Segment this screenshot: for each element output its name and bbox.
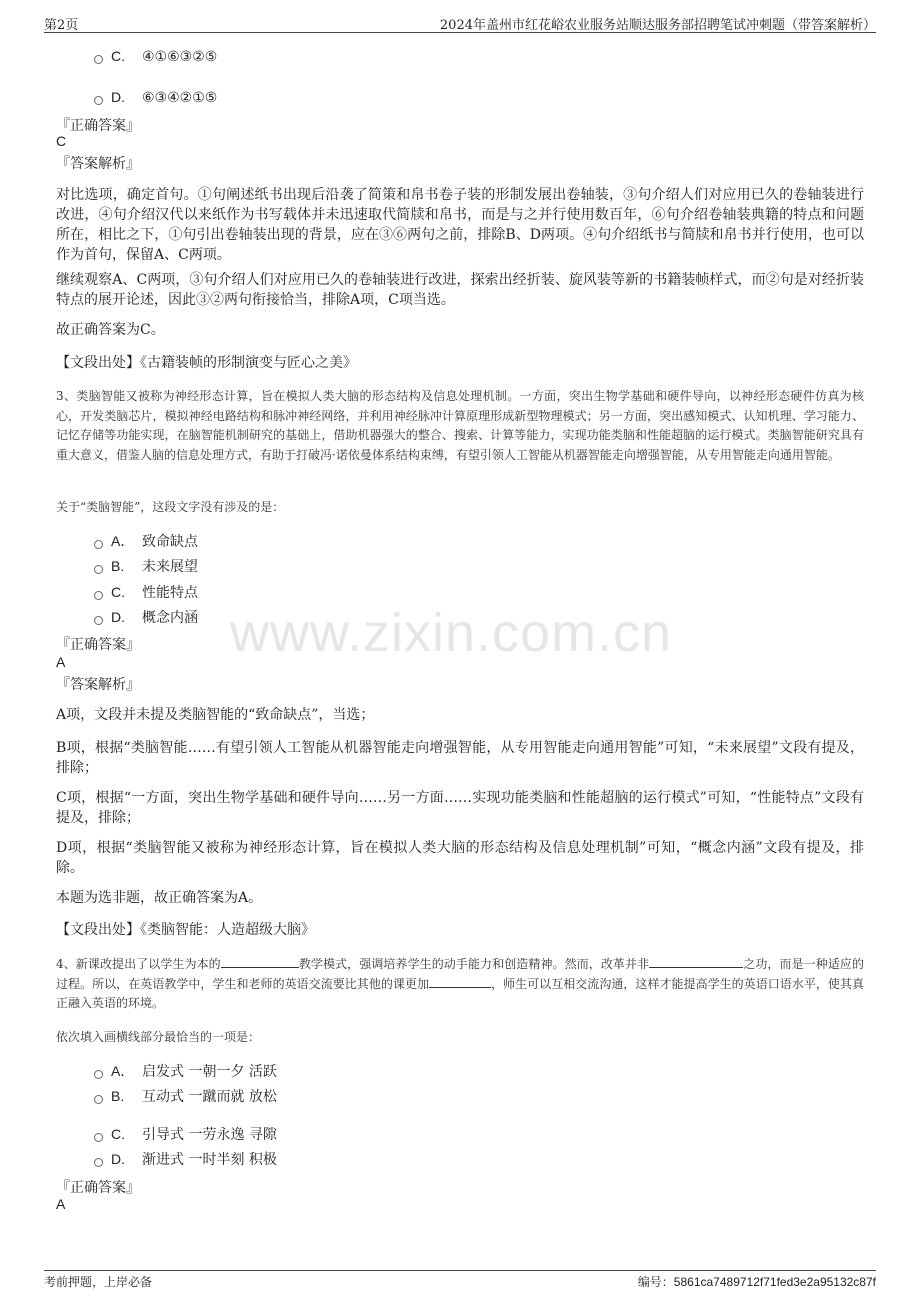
option-a[interactable]: A． 启发式 一朝一夕 活跃: [94, 1061, 277, 1081]
fill-blank: [221, 955, 299, 968]
option-d[interactable]: D. ⑥③④②①⑤: [94, 87, 217, 107]
radio-icon[interactable]: [94, 540, 103, 549]
question-stem: 3、类脑智能又被称为神经形态计算，旨在模拟人类大脑的形态结构及信息处理机制。一方面，突出生物学基础和硬件导向，以神经形态硬件仿真为核心，开发类脑芯片，模拟神经电路结构和脉冲神经网络，并利用神经脉冲计算原理形成新型物理模式；另一方面，突出感知模式、认知机理、学习能力、记忆存储等功能实现，在脑智能机制研究的基础上，借助机器强大的整合、搜索、计算等能力，实现功能类脑和性能超脑的运行模式。类脑智能研究具有重大意义，借鉴人脑的信息处理方式，有助于打破冯·诺依曼体系结构束缚，有望引领人工智能从机器智能走向增强智能，从专用智能走向通用智能。: [56, 389, 864, 462]
fill-blank: [649, 955, 743, 968]
analysis-paragraph: 对比选项，确定首句。①句阐述纸书出现后沿袭了简策和帛书卷子装的形制发展出卷轴装，③句介绍人们对应用已久的卷轴装进行改进，④句介绍汉代以来纸作为书写载体并未迅速取代简牍和帛书，而是与之并行使用数百年，⑥句介绍卷轴装典籍的特点和问题所在，相比之下，①句引出卷轴装出现的背景，应在③⑥两句之前，排除B、D两项。④句介绍纸书与简牍和帛书并行使用，也可以作为首句，保留A、C两项。: [56, 187, 864, 263]
option-d[interactable]: D. 概念内涵: [94, 607, 198, 627]
document-title: 2024年盖州市红花峪农业服务站顺达服务部招聘笔试冲刺题（带答案解析）: [439, 18, 876, 33]
radio-icon[interactable]: [94, 1095, 103, 1104]
correct-answer: A: [56, 1196, 66, 1212]
question-prompt: 关于“类脑智能”，这段文字没有涉及的是：: [56, 500, 285, 514]
watermark: www.zixin.com.cn: [230, 603, 673, 663]
correct-answer: A: [56, 654, 66, 670]
option-c[interactable]: C. 性能特点: [94, 582, 198, 602]
correct-answer-label: 『正确答案』: [56, 637, 140, 653]
page-number: 第2页: [44, 18, 79, 33]
radio-icon[interactable]: [94, 1133, 103, 1142]
analysis-label: 『答案解析』: [56, 677, 140, 693]
page-footer: [44, 1270, 876, 1289]
analysis-conclusion: 本题为选非题，故正确答案为A。: [56, 890, 263, 906]
option-c[interactable]: C. 引导式 一劳永逸 寻隙: [94, 1124, 277, 1144]
radio-icon[interactable]: [94, 55, 103, 64]
analysis-paragraph: A项，文段并未提及类脑智能的“致命缺点”，当选；: [56, 707, 375, 723]
option-d[interactable]: D. 渐进式 一时半刻 积极: [94, 1149, 277, 1169]
correct-answer-label: 『正确答案』: [56, 118, 140, 134]
analysis-paragraph: D项，根据“类脑智能又被称为神经形态计算，旨在模拟人类大脑的形态结构及信息处理机制”可知，“概念内涵”文段有提及，排除。: [56, 840, 864, 876]
page-header: [44, 14, 876, 33]
radio-icon[interactable]: [94, 1158, 103, 1167]
analysis-conclusion: 故正确答案为C。: [56, 322, 165, 338]
radio-icon[interactable]: [94, 565, 103, 574]
option-b[interactable]: B. 未来展望: [94, 556, 198, 576]
analysis-paragraph: C项，根据“一方面，突出生物学基础和硬件导向……另一方面……实现功能类脑和性能超脑的运行模式”可知，“性能特点”文段有提及，排除；: [56, 790, 864, 826]
option-c[interactable]: C. ④①⑥③②⑤: [94, 46, 217, 66]
source-note: 【文段出处】《类脑智能：人造超级大脑》: [56, 922, 315, 938]
option-b[interactable]: B. 互动式 一蹴而就 放松: [94, 1086, 277, 1106]
question-prompt: 依次填入画横线部分最恰当的一项是：: [56, 1030, 261, 1044]
radio-icon[interactable]: [94, 96, 103, 105]
fill-blank: [429, 975, 491, 988]
question-stem: 4、新课改提出了以学生为本的 教学模式，强调培养学生的动手能力和创造精神。然而，改革并非 之功，而是一种适应的过程。所以，在英语教学中，学生和老师的英语交流要比其他的课更加 ，师生可以互相交流沟通，这样才能提高学生的英语口语水平，使其真正融入英语的环境。: [56, 957, 864, 1010]
document-id: 编号：5861ca7489712f71fed3e2a95132c87f: [637, 1275, 876, 1289]
correct-answer: C: [56, 133, 67, 149]
footer-slogan: 考前押题，上岸必备: [44, 1275, 153, 1289]
analysis-label: 『答案解析』: [56, 156, 140, 172]
analysis-paragraph: B项，根据“类脑智能……有望引领人工智能从机器智能走向增强智能，从专用智能走向通用智能”可知，“未来展望”文段有提及，排除；: [56, 740, 864, 776]
radio-icon[interactable]: [94, 591, 103, 600]
correct-answer-label: 『正确答案』: [56, 1180, 140, 1196]
analysis-paragraph: 继续观察A、C两项，③句介绍人们对应用已久的卷轴装进行改进，探索出经折装、旋风装等新的书籍装帧样式，而②句是对经折装特点的展开论述，因此③②两句衔接恰当，排除A项，C项当选。: [56, 272, 864, 308]
source-note: 【文段出处】《古籍装帧的形制演变与匠心之美》: [56, 355, 357, 371]
radio-icon[interactable]: [94, 1070, 103, 1079]
radio-icon[interactable]: [94, 616, 103, 625]
option-a[interactable]: A． 致命缺点: [94, 531, 198, 551]
